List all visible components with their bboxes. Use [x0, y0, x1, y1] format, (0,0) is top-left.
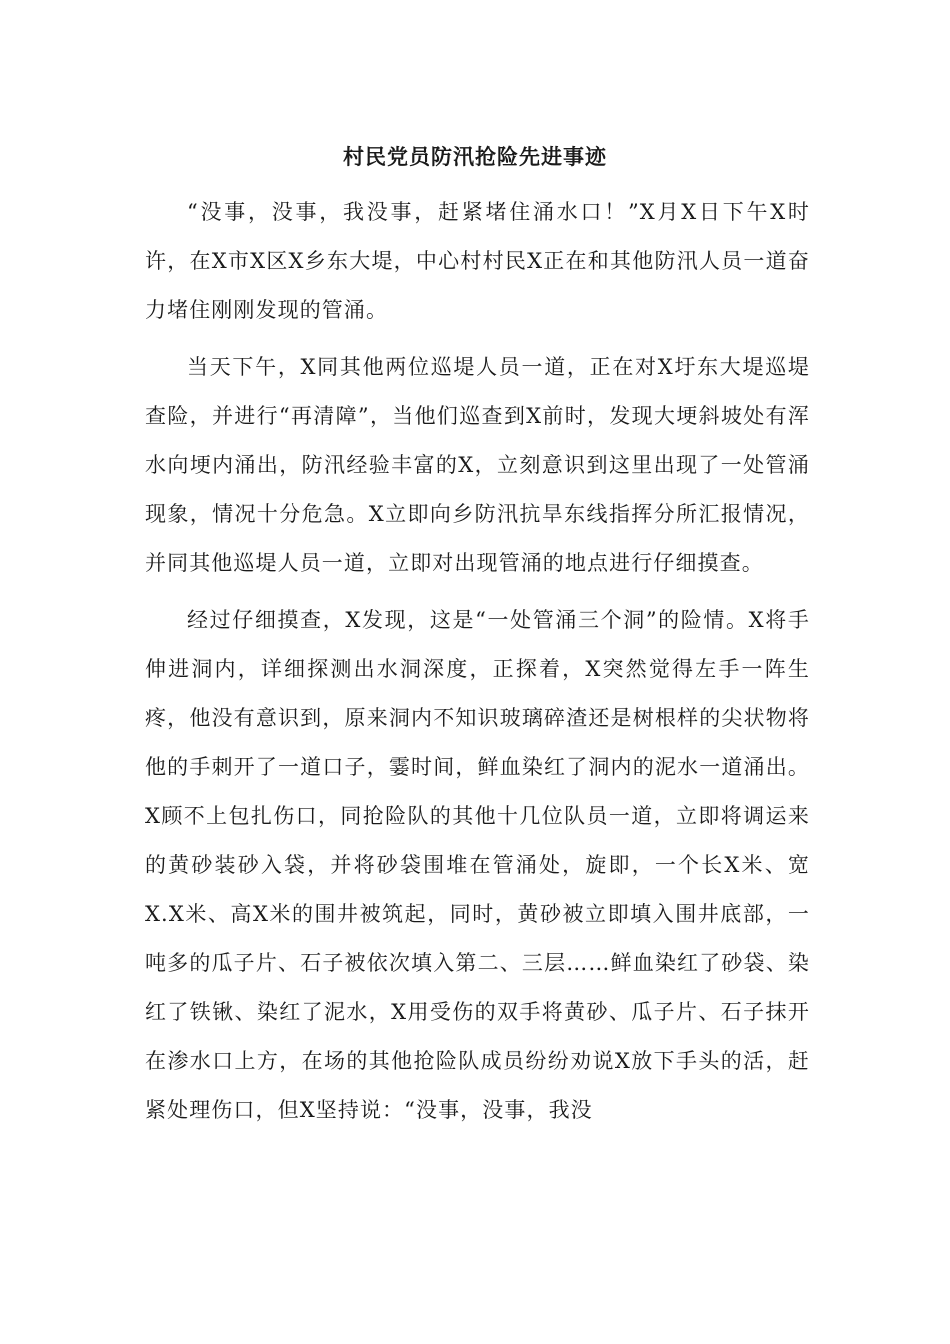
- paragraph-1: “没事，没事，我没事，赶紧堵住涌水口！”X月X日下午X时许，在X市X区X乡东大堤，中心村村民X正在和其他防汛人员一道奋力堵住刚刚发现的管涌。: [145, 200, 810, 322]
- paragraph-3: 经过仔细摸查，X发现，这是“一处管涌三个洞”的险情。X将手伸进洞内，详细探测出水洞深度，正探着，X突然觉得左手一阵生疼，他没有意识到，原来洞内不知识玻璃碎渣还是树根样的尖状物将他的手刺开了一道口子，霎时间，鲜血染红了洞内的泥水一道涌出。X顾不上包扎伤口，同抢险队的其他十几位队员一道，立即将调运来的黄砂装砂入袋，并将砂袋围堆在管涌处，旋即，一个长X米、宽X.X米、高X米的围井被筑起，同时，黄砂被立即填入围井底部，一吨多的瓜子片、石子被依次填入第二、三层……鲜血染红了砂袋、染红了铁锹、染红了泥水，X用受伤的双手将黄砂、瓜子片、石子抹开在渗水口上方，在场的其他抢险队成员纷纷劝说X放下手头的活，赶紧处理伤口，但X坚持说：“没事，没事，我没: [145, 608, 810, 1122]
- paragraph-2: 当天下午，X同其他两位巡堤人员一道，正在对X圩东大堤巡堤查险，并进行“再清障”，当他们巡查到X前时，发现大埂斜坡处有浑水向埂内涌出，防汛经验丰富的X，立刻意识到这里出现了一处管涌现象，情况十分危急。X立即向乡防汛抗旱东线指挥分所汇报情况，并同其他巡堤人员一道，立即对出现管涌的地点进行仔细摸查。: [145, 355, 810, 575]
- document-body: [145, 188, 810, 1143]
- document-title: 村民党员防汛抢险先进事迹: [343, 144, 607, 169]
